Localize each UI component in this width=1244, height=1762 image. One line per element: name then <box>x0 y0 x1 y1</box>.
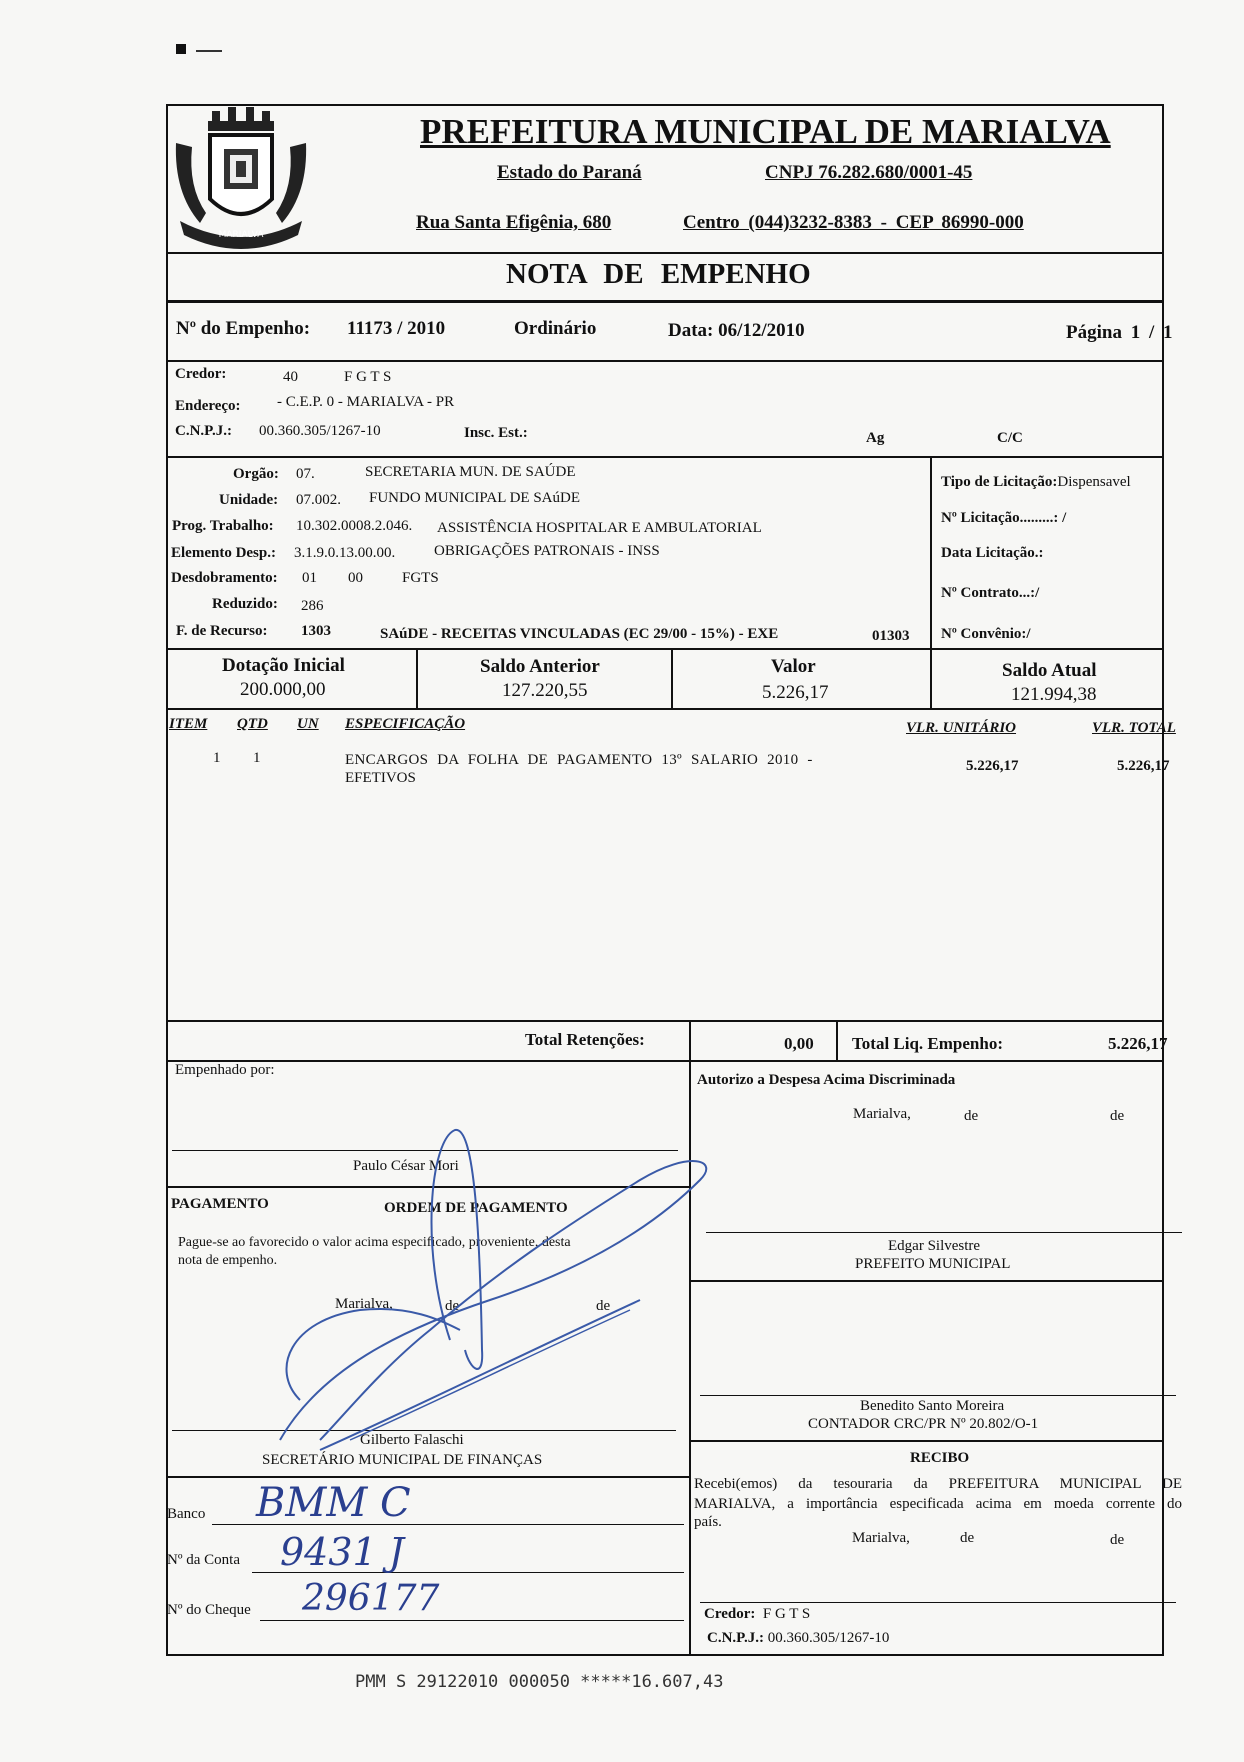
prog-value: 10.302.0008.2.046. <box>296 518 413 534</box>
contact-label: Centro (044)3232-8383 - CEP 86990-000 <box>683 212 1024 233</box>
total-retencoes-label: Total Retenções: <box>525 1030 645 1049</box>
item-number: 1 <box>213 750 221 766</box>
banco-handwriting: BMM C <box>256 1480 411 1526</box>
data-licitacao: Data Licitação.: <box>941 545 1044 561</box>
signature-line <box>172 1150 678 1151</box>
credor-name: F G T S <box>344 369 392 385</box>
tipo-licitacao-label: Tipo de Licitação: <box>941 474 1058 490</box>
col-qtd: QTD <box>237 716 268 732</box>
signature-line <box>700 1395 1176 1396</box>
cnpj-credor-label: C.N.P.J.: <box>175 423 232 439</box>
tipo-licitacao-value: Dispensavel <box>1057 474 1131 490</box>
recurso-label: F. de Recurso: <box>176 623 268 639</box>
col-vlr-unitario: VLR. UNITÁRIO <box>906 720 1017 736</box>
recurso-code: 01303 <box>872 628 910 644</box>
recibo-cnpj-label: C.N.P.J.: <box>707 1630 764 1646</box>
recibo-cnpj <box>707 1630 889 1647</box>
ordem-pagamento-label: ORDEM DE PAGAMENTO <box>384 1200 568 1216</box>
svg-text:MARIALVA: MARIALVA <box>218 230 264 240</box>
cheque-handwriting: 296177 <box>302 1578 440 1619</box>
secretario-name: Gilberto Falaschi <box>360 1432 464 1448</box>
divider <box>836 1020 838 1062</box>
recibo-text-line1: Recebi(emos) da tesouraria da PREFEITURA MUNICIPAL DE <box>694 1476 1182 1492</box>
divider <box>689 1280 1164 1282</box>
prog-label: Prog. Trabalho: <box>172 518 274 534</box>
elemento-value: 3.1.9.0.13.00.00. <box>294 545 396 561</box>
divider <box>166 252 1164 254</box>
valor-value: 5.226,17 <box>762 682 829 703</box>
dotacao-inicial-value: 200.000,00 <box>240 679 326 700</box>
contador-role: CONTADOR CRC/PR Nº 20.802/O-1 <box>808 1416 1039 1432</box>
tipo-licitacao <box>941 474 1131 491</box>
endereco-value: - C.E.P. 0 - MARIALVA - PR <box>277 394 455 410</box>
divider <box>166 1020 1164 1022</box>
orgao-label: Orgão: <box>233 466 279 482</box>
prog-desc: ASSISTÊNCIA HOSPITALAR E AMBULATORIAL <box>437 520 762 536</box>
desdobramento-label: Desdobramento: <box>171 570 278 586</box>
scan-mark <box>196 50 222 52</box>
divider <box>689 1020 691 1062</box>
recurso-value: 1303 <box>301 623 331 639</box>
cnpj-credor-value: 00.360.305/1267-10 <box>259 423 381 439</box>
recibo-text <box>694 1474 1182 1514</box>
pagamento-text <box>178 1234 571 1270</box>
recibo-de2: de <box>1110 1532 1125 1548</box>
insc-label: Insc. Est.: <box>464 425 528 441</box>
secretario-role: SECRETÁRIO MUNICIPAL DE FINANÇAS <box>262 1452 543 1468</box>
signature-line <box>700 1602 1176 1603</box>
address-label: Rua Santa Efigênia, 680 <box>416 212 612 233</box>
divider <box>166 1060 1164 1062</box>
total-liq-value: 5.226,17 <box>1108 1034 1168 1053</box>
orgao-desc: SECRETARIA MUN. DE SAÚDE <box>365 464 576 480</box>
col-un: UN <box>297 716 319 732</box>
empenho-type: Ordinário <box>514 318 597 339</box>
valor-label: Valor <box>771 656 816 677</box>
unidade-value: 07.002. <box>296 492 341 508</box>
divider <box>166 300 1164 303</box>
divider <box>166 648 1164 650</box>
credor-label: Credor: <box>175 366 227 382</box>
pagamento-text-line2: nota de empenho. <box>178 1253 278 1268</box>
divider <box>166 456 1164 458</box>
prefeito-name: Edgar Silvestre <box>888 1238 981 1254</box>
desdobramento-value2: 00 <box>348 570 363 586</box>
page-number: Página 1 / 1 <box>1066 322 1173 343</box>
divider <box>166 1476 691 1478</box>
dotacao-inicial-label: Dotação Inicial <box>222 655 345 676</box>
ag-label: Ag <box>866 430 885 446</box>
pagamento-label: PAGAMENTO <box>171 1196 269 1212</box>
unidade-label: Unidade: <box>219 492 279 508</box>
saldo-anterior-label: Saldo Anterior <box>480 656 600 677</box>
pagamento-de1: de <box>445 1298 460 1314</box>
divider <box>166 708 1164 710</box>
divider <box>689 1060 691 1656</box>
col-item: ITEM <box>169 716 208 732</box>
item-desc-line1: ENCARGOS DA FOLHA DE PAGAMENTO 13º SALARIO 2010 - <box>345 752 813 768</box>
banco-label: Banco <box>167 1506 206 1522</box>
empenho-date: Data: 06/12/2010 <box>668 320 805 341</box>
saldo-atual-value: 121.994,38 <box>1011 684 1097 705</box>
cheque-label: Nº do Cheque <box>167 1602 251 1618</box>
prefeito-role: PREFEITO MUNICIPAL <box>855 1256 1011 1272</box>
pagamento-place: Marialva, <box>335 1296 393 1312</box>
item-qtd: 1 <box>253 750 261 766</box>
recibo-credor <box>704 1606 810 1623</box>
endereco-label: Endereço: <box>175 398 241 414</box>
pagamento-text-line1: Pague-se ao favorecido o valor acima especificado, proveniente, desta <box>178 1235 571 1250</box>
divider <box>166 1186 691 1188</box>
empenho-number: 11173 / 2010 <box>347 318 446 339</box>
autorizo-de2: de <box>1110 1108 1125 1124</box>
orgao-value: 07. <box>296 466 315 482</box>
reduzido-label: Reduzido: <box>212 596 278 612</box>
num-licitacao: Nº Licitação.........: / <box>941 510 1067 526</box>
divider <box>416 648 418 710</box>
recibo-credor-value: F G T S <box>762 1606 811 1622</box>
num-contrato: Nº Contrato...:/ <box>941 585 1040 601</box>
credor-code: 40 <box>283 369 298 385</box>
cnpj-label: CNPJ 76.282.680/0001-45 <box>765 162 973 183</box>
coat-of-arms-logo <box>170 103 312 251</box>
autorizo-place: Marialva, <box>853 1106 911 1122</box>
desdobramento-desc: FGTS <box>402 570 439 586</box>
autorizo-de1: de <box>964 1108 979 1124</box>
reduzido-value: 286 <box>301 598 324 614</box>
item-total-value: 5.226,17 <box>1117 758 1170 774</box>
state-label: Estado do Paraná <box>497 162 642 183</box>
saldo-anterior-value: 127.220,55 <box>502 680 588 701</box>
recibo-credor-label: Credor: <box>704 1606 756 1622</box>
footer-stamp: PMM S 29122010 000050 *****16.607,43 <box>355 1672 724 1692</box>
total-retencoes-value: 0,00 <box>784 1034 814 1053</box>
unidade-desc: FUNDO MUNICIPAL DE SAúDE <box>369 490 580 506</box>
recibo-place: Marialva, <box>852 1530 910 1546</box>
num-convenio: Nº Convênio:/ <box>941 626 1031 642</box>
elemento-label: Elemento Desp.: <box>171 545 276 561</box>
col-vlr-total: VLR. TOTAL <box>1092 720 1176 736</box>
item-unit-value: 5.226,17 <box>966 758 1019 774</box>
contador-name: Benedito Santo Moreira <box>860 1398 1005 1414</box>
signature-line <box>706 1232 1182 1233</box>
conta-handwriting: 9431 J <box>280 1530 405 1574</box>
divider <box>166 360 1164 362</box>
col-especificacao: ESPECIFICAÇÃO <box>345 716 466 732</box>
recibo-label: RECIBO <box>910 1450 970 1466</box>
recibo-text-line2: MARIALVA, a importância especificada acima em moeda corrente do <box>694 1496 1182 1512</box>
total-liq-label: Total Liq. Empenho: <box>852 1034 1003 1053</box>
elemento-desc: OBRIGAÇÕES PATRONAIS - INSS <box>434 543 660 559</box>
divider <box>689 1440 1164 1442</box>
empenho-label: Nº do Empenho: <box>176 318 311 339</box>
scan-mark <box>176 44 186 54</box>
divider <box>930 456 932 650</box>
page-title: PREFEITURA MUNICIPAL DE MARIALVA <box>420 112 1111 151</box>
divider <box>930 648 932 710</box>
cheque-line <box>260 1620 684 1621</box>
conta-label: Nº da Conta <box>167 1552 240 1568</box>
item-desc-line2: EFETIVOS <box>345 770 416 786</box>
autorizo-label: Autorizo a Despesa Acima Discriminada <box>697 1072 956 1088</box>
empenhado-name: Paulo César Mori <box>353 1158 459 1174</box>
recurso-desc: SAúDE - RECEITAS VINCULADAS (EC 29/00 - 15%) - EXE <box>380 626 779 642</box>
document-title: NOTA DE EMPENHO <box>506 258 811 290</box>
recibo-de1: de <box>960 1530 975 1546</box>
cc-label: C/C <box>997 430 1023 446</box>
pagamento-de2: de <box>596 1298 611 1314</box>
saldo-atual-label: Saldo Atual <box>1002 660 1097 681</box>
desdobramento-value1: 01 <box>302 570 317 586</box>
signature-line <box>172 1430 676 1431</box>
table-row <box>166 748 1170 792</box>
divider <box>671 648 673 710</box>
empenhado-label: Empenhado por: <box>175 1062 275 1078</box>
recibo-text-line3: país. <box>694 1514 722 1530</box>
recibo-cnpj-value: 00.360.305/1267-10 <box>767 1630 890 1646</box>
